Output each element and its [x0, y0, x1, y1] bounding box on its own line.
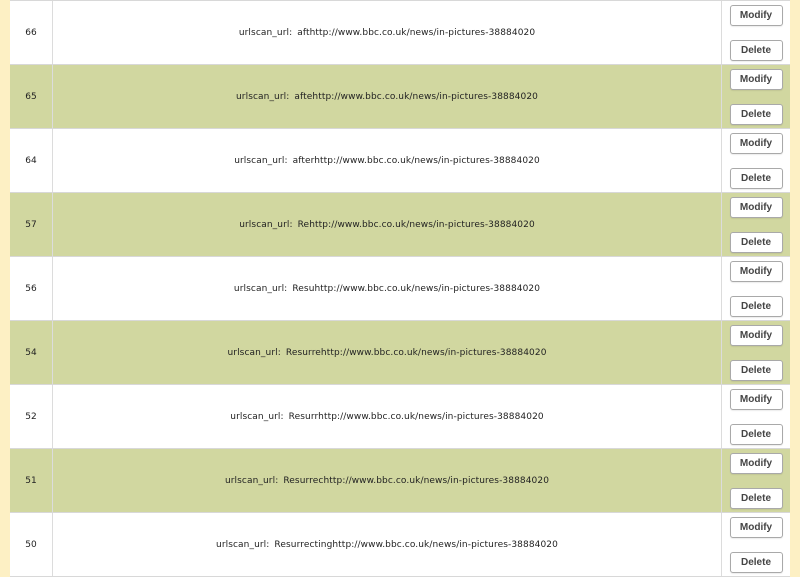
url-field-label: urlscan_url: [216, 539, 270, 550]
delete-button[interactable]: Delete [730, 360, 783, 381]
delete-button[interactable]: Delete [730, 488, 783, 509]
delete-button[interactable]: Delete [730, 40, 783, 61]
url-field-label: urlscan_url: [230, 411, 284, 422]
actions-cell [722, 449, 790, 512]
table-row [10, 513, 790, 577]
actions-cell [722, 129, 790, 192]
url-field-label: urlscan_url: [239, 219, 293, 230]
url-value: Resurrechttp://www.bbc.co.uk/news/in-pictures-38884020 [283, 475, 550, 486]
url-value: afterhttp://www.bbc.co.uk/news/in-pictures-38884020 [292, 155, 540, 166]
modify-button[interactable]: Modify [730, 517, 783, 538]
url-cell [53, 513, 722, 576]
table-row [10, 257, 790, 321]
modify-button[interactable]: Modify [730, 261, 783, 282]
delete-button[interactable]: Delete [730, 424, 783, 445]
row-id: 51 [10, 449, 53, 512]
url-cell [53, 1, 722, 64]
table-row [10, 385, 790, 449]
actions-cell [722, 193, 790, 256]
row-id: 64 [10, 129, 53, 192]
url-field-label: urlscan_url: [238, 27, 293, 38]
url-field-label: urlscan_url: [233, 283, 288, 294]
modify-button[interactable]: Modify [730, 5, 783, 26]
url-field-label: urlscan_url: [227, 347, 281, 358]
url-cell [53, 321, 722, 384]
row-id: 66 [10, 1, 53, 64]
url-field-label: urlscan_url: [234, 155, 288, 166]
delete-button[interactable]: Delete [730, 232, 783, 253]
url-value: Resurrehttp://www.bbc.co.uk/news/in-pictures-38884020 [285, 347, 547, 358]
actions-cell [722, 513, 790, 576]
url-value: Resurrhttp://www.bbc.co.uk/news/in-pictures-38884020 [288, 411, 544, 422]
actions-cell [722, 321, 790, 384]
row-id: 65 [10, 65, 53, 128]
url-value: aftehttp://www.bbc.co.uk/news/in-pictures-38884020 [294, 91, 538, 102]
url-value: Resurrectinghttp://www.bbc.co.uk/news/in-pictures-38884020 [274, 539, 558, 550]
actions-cell [722, 385, 790, 448]
url-cell [53, 449, 722, 512]
actions-cell [722, 1, 790, 64]
delete-button[interactable]: Delete [730, 104, 783, 125]
table-row [10, 321, 790, 385]
delete-button[interactable]: Delete [730, 168, 783, 189]
url-field-label: urlscan_url: [224, 475, 279, 486]
url-cell [53, 257, 722, 320]
actions-cell [722, 257, 790, 320]
modify-button[interactable]: Modify [730, 389, 783, 410]
url-cell [53, 65, 722, 128]
table-row [10, 1, 790, 65]
url-value: Resuhttp://www.bbc.co.uk/news/in-pictures-38884020 [292, 283, 541, 294]
delete-button[interactable]: Delete [730, 296, 783, 317]
row-id: 50 [10, 513, 53, 576]
modify-button[interactable]: Modify [730, 453, 783, 474]
row-id: 52 [10, 385, 53, 448]
actions-cell [722, 65, 790, 128]
table-row [10, 65, 790, 129]
modify-button[interactable]: Modify [730, 325, 783, 346]
url-value: Rehttp://www.bbc.co.uk/news/in-pictures-38884020 [297, 219, 535, 230]
urlscan-table [10, 0, 790, 577]
url-cell [53, 385, 722, 448]
row-id: 56 [10, 257, 53, 320]
url-cell [53, 193, 722, 256]
table-row [10, 129, 790, 193]
table-row [10, 193, 790, 257]
modify-button[interactable]: Modify [730, 69, 783, 90]
delete-button[interactable]: Delete [730, 552, 783, 573]
row-id: 57 [10, 193, 53, 256]
row-id: 54 [10, 321, 53, 384]
table-row [10, 449, 790, 513]
url-field-label: urlscan_url: [236, 91, 290, 102]
url-cell [53, 129, 722, 192]
modify-button[interactable]: Modify [730, 133, 783, 154]
modify-button[interactable]: Modify [730, 197, 783, 218]
url-value: afthttp://www.bbc.co.uk/news/in-pictures-38884020 [297, 27, 536, 38]
